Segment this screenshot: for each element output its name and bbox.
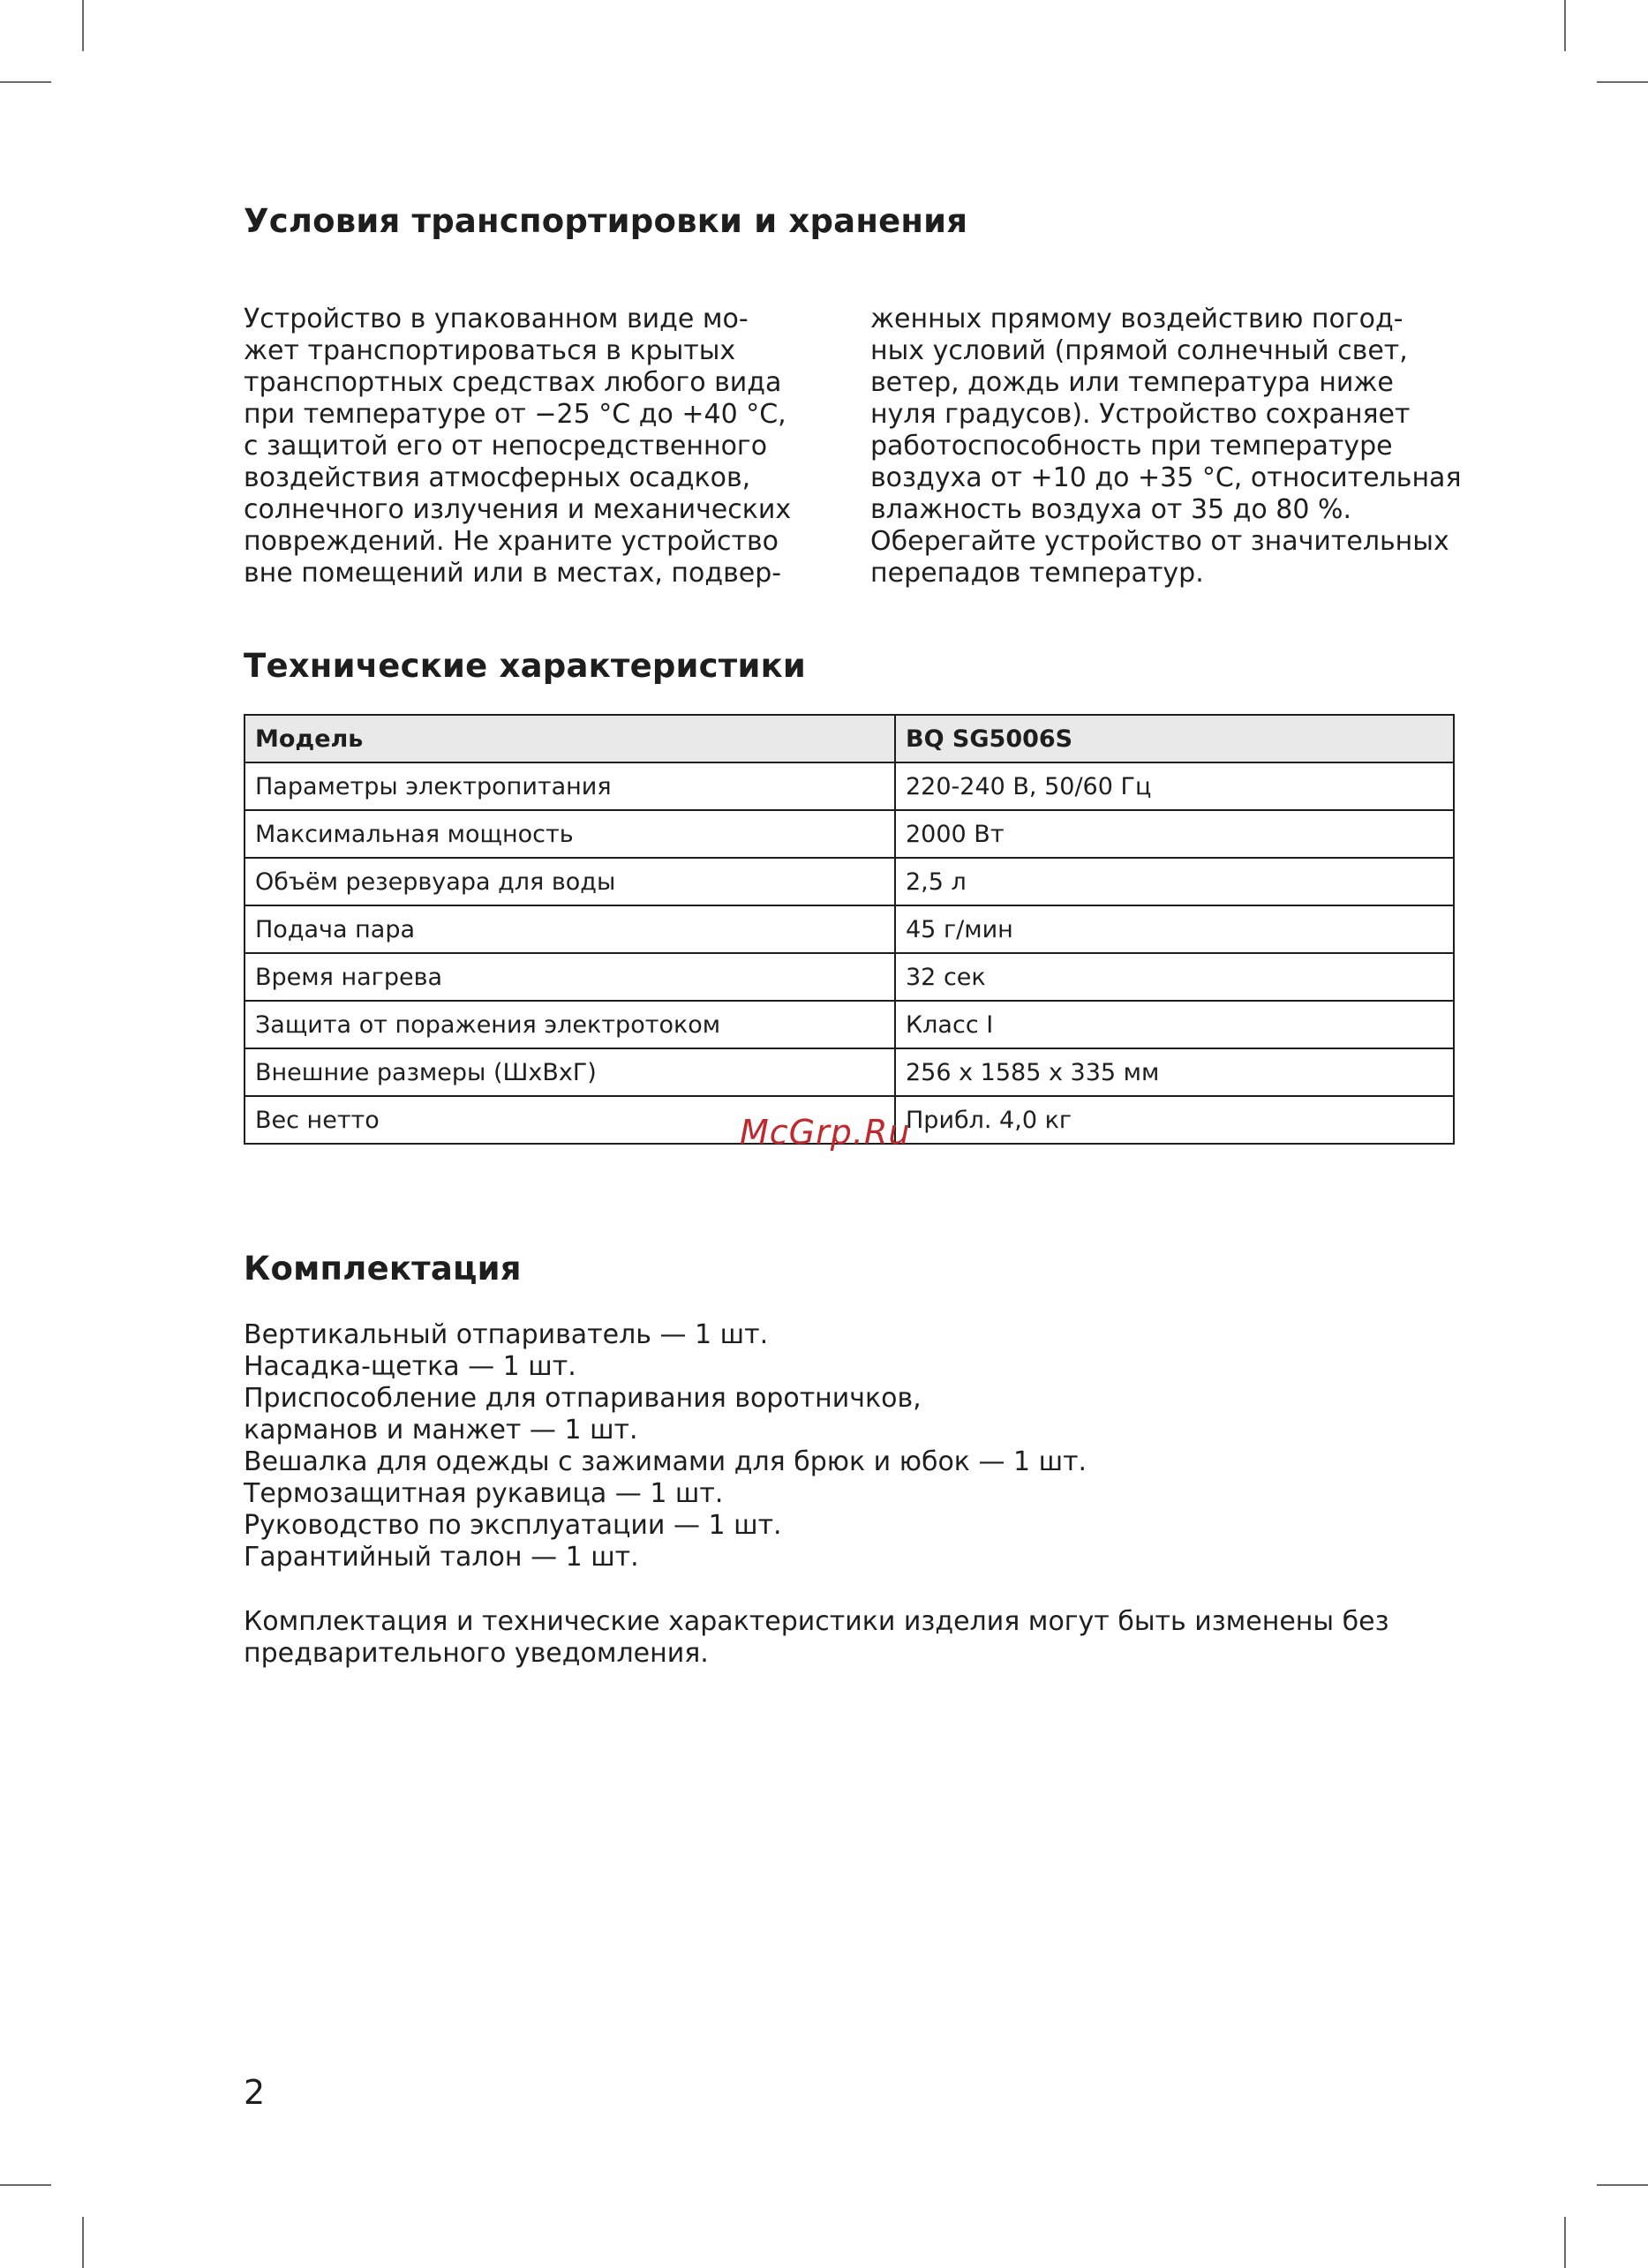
transport-text-left xyxy=(244,304,817,590)
table-row xyxy=(245,810,1454,858)
spec-value: 2,5 л xyxy=(895,858,1454,905)
spec-label: Внешние размеры (ШхВхГ) xyxy=(245,1048,895,1096)
text-line: Устройство в упакованном виде мо- xyxy=(244,304,749,334)
text-line: работоспособность при температуре xyxy=(870,431,1393,462)
kit-list xyxy=(244,1319,1087,1573)
text-line: Оберегайте устройство от значительных xyxy=(870,526,1449,557)
table-row xyxy=(245,1001,1454,1048)
text-line: перепадов температур. xyxy=(870,558,1204,589)
table-row xyxy=(245,905,1454,953)
header-cell-label: Модель xyxy=(245,715,895,762)
crop-mark xyxy=(1564,0,1566,51)
text-line: вне помещений или в местах, подвер- xyxy=(244,558,782,589)
text-line: солнечного излучения и механических xyxy=(244,494,792,525)
watermark: McGrp.Ru xyxy=(740,1113,911,1152)
spec-value: 256 x 1585 x 335 мм xyxy=(895,1048,1454,1096)
list-item: Вертикальный отпариватель — 1 шт. xyxy=(244,1319,769,1350)
table-row xyxy=(245,1048,1454,1096)
crop-mark xyxy=(1597,81,1648,83)
list-item: Руководство по эксплуатации — 1 шт. xyxy=(244,1510,782,1541)
spec-label: Объём резервуара для воды xyxy=(245,858,895,905)
text-line: жет транспортироваться в крытых xyxy=(244,335,736,366)
list-item: Вешалка для одежды с зажимами для брюк и юбок — 1 шт. xyxy=(244,1446,1087,1477)
spec-value: 2000 Вт xyxy=(895,810,1454,858)
text-line: при температуре от −25 °С до +40 °С, xyxy=(244,399,786,430)
text-line: женных прямому воздействию погод- xyxy=(870,304,1403,334)
crop-mark xyxy=(1597,2184,1648,2186)
table-row xyxy=(245,858,1454,905)
crop-mark xyxy=(82,0,84,51)
page-number: 2 xyxy=(244,2073,266,2112)
kit-heading: Комплектация xyxy=(244,1250,522,1288)
text-line: воздуха от +10 до +35 °С, относительная xyxy=(870,462,1462,493)
text-line: повреждений. Не храните устройство xyxy=(244,526,779,557)
list-item: карманов и манжет — 1 шт. xyxy=(244,1415,638,1446)
crop-mark xyxy=(0,81,51,83)
list-item: Приспособление для отпаривания воротничков, xyxy=(244,1383,922,1414)
transport-text-right xyxy=(870,304,1462,590)
crop-mark xyxy=(82,2217,84,2268)
transport-heading: Условия транспортировки и хранения xyxy=(244,202,968,240)
specs-heading: Технические характеристики xyxy=(244,647,807,685)
spec-label: Защита от поражения электротоком xyxy=(245,1001,895,1048)
text-line: предварительного уведомления. xyxy=(244,1638,709,1669)
text-line: Комплектация и технические характеристики изделия могут быть изменены без xyxy=(244,1606,1389,1637)
text-line: воздействия атмосферных осадков, xyxy=(244,462,751,493)
list-item: Гарантийный талон — 1 шт. xyxy=(244,1542,639,1573)
crop-mark xyxy=(1564,2217,1566,2268)
spec-value: 45 г/мин xyxy=(895,905,1454,953)
list-item: Термозащитная рукавица — 1 шт. xyxy=(244,1478,724,1509)
spec-label: Максимальная мощность xyxy=(245,810,895,858)
kit-note xyxy=(244,1606,1389,1670)
specs-table xyxy=(244,714,1455,1145)
spec-label: Время нагрева xyxy=(245,953,895,1001)
spec-value: 220-240 В, 50/60 Гц xyxy=(895,762,1454,810)
spec-value: Прибл. 4,0 кг xyxy=(895,1096,1454,1144)
list-item: Насадка-щетка — 1 шт. xyxy=(244,1351,576,1382)
text-line: нуля градусов). Устройство сохраняет xyxy=(870,399,1411,430)
crop-mark xyxy=(0,2184,51,2186)
text-line: с защитой его от непосредственного xyxy=(244,431,768,462)
text-line: ных условий (прямой солнечный свет, xyxy=(870,335,1408,366)
spec-label: Параметры электропитания xyxy=(245,762,895,810)
text-line: влажность воздуха от 35 до 80 %. xyxy=(870,494,1352,525)
table-header-row xyxy=(245,715,1454,762)
spec-label: Вес нетто xyxy=(245,1096,895,1144)
header-cell-model: BQ SG5006S xyxy=(895,715,1454,762)
table-row xyxy=(245,762,1454,810)
table-row xyxy=(245,953,1454,1001)
text-line: транспортных средствах любого вида xyxy=(244,367,782,398)
spec-value: Класс I xyxy=(895,1001,1454,1048)
spec-label: Подача пара xyxy=(245,905,895,953)
spec-value: 32 сек xyxy=(895,953,1454,1001)
text-line: ветер, дождь или температура ниже xyxy=(870,367,1394,398)
